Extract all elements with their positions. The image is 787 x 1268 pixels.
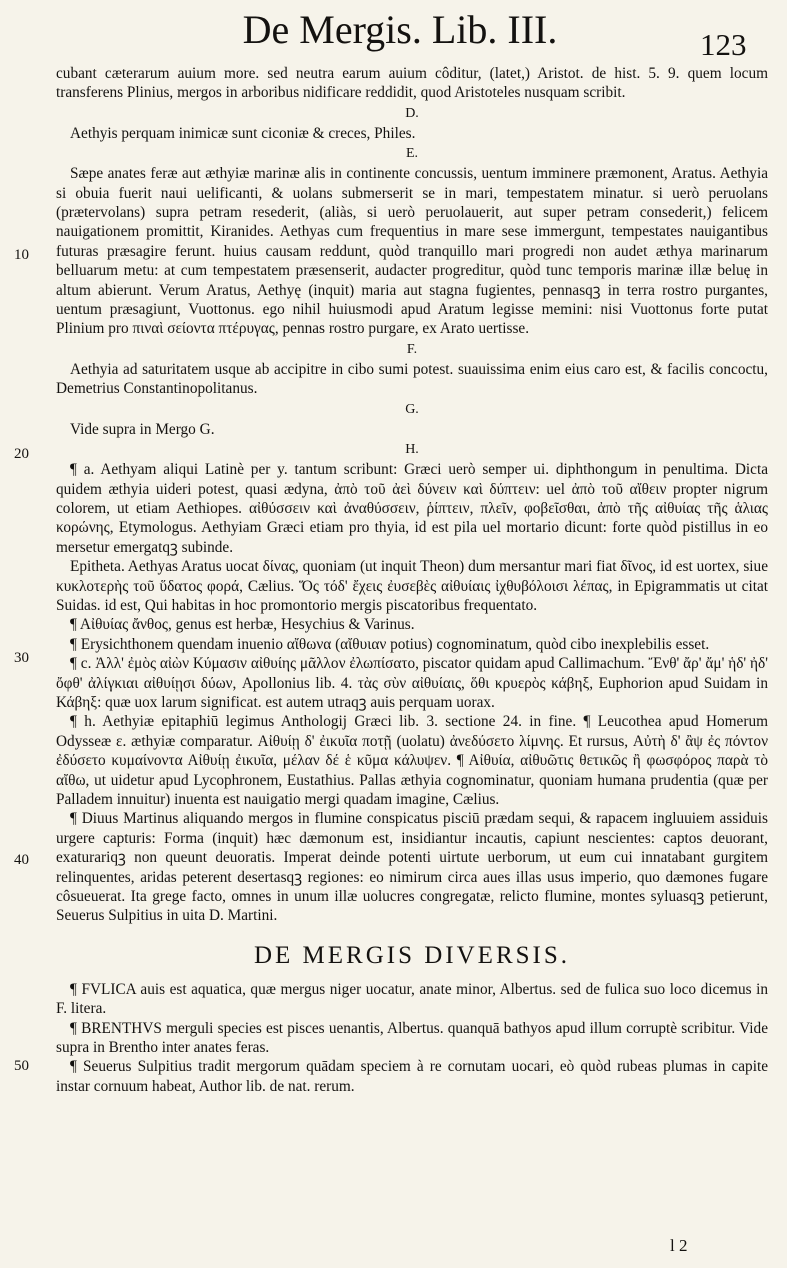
page-header xyxy=(0,0,787,72)
section-letter: D. xyxy=(405,105,419,121)
paragraph: ¶ BRENTHVS merguli species est pisces uenantis, Albertus. quanquā bathyos apud illum corruptè scribitur. Vide supra in Brentho inter anates feras. xyxy=(56,1019,768,1057)
section-letter: F. xyxy=(406,341,418,357)
paragraph: ¶ c. Ἀλλ' ἐμὸς αἰὼν Κύμασιν αἰθυίης μᾶλλον ἐλωπίσατο, piscator quidam apud Callimachum. Ἔνθ' ἄρ' ἄμ' ἡδ' ἠδ' ὄφθ' ἀλίγκιαι αἰθυίῃσι δύων, Apollonius lib. 4. τὰς σὺν αἰθυίαις, ὅθι κρυερὸς κάβηξ, Euphorion apud Suidam in Κάβηξ: quæ uox larum significat. est autem utraqꝫ auis perquam uorax. xyxy=(56,655,768,711)
paragraph: ¶ FVLICA auis est aquatica, quæ mergus niger uocatur, anate minor, Albertus. sed de fulica suo loco dicemus in F. litera. xyxy=(56,980,768,1018)
margin-line-number: 20 xyxy=(14,446,29,462)
margin-line-number: 50 xyxy=(14,1058,29,1074)
page-number: 123 xyxy=(700,27,747,62)
paragraph: Sæpe anates feræ aut æthyiæ marinæ alis in continente concussis, uentum imminere præmonent, Aratus. Aethyia si obuia fuerit naui uelificanti, & uolans submerserit se in mari, tempestatem minatur. si uerò peruolans (prætervolans) supra petram resederit, (aliàs, si uerò peruolauerit, aut super petram consederit,) felicem nauigationem promittit, Kiranides. Aethyas cum frequentius in mare sese immergunt, tempestates nauigantibus futuras præsagire ferunt. huius causam reddunt, quòd tranquillo mari progredi non audet æthya marinarum belluarum metu: at cum tempestatem præsenserit, audacter progreditur, quòd tunc temporis marinæ illæ beluę in altum abierunt. Verum Aratus, Aethyę (inquit) maria aut stagna fugientes, pennasqꝫ in terra rostro purgantes, uentum præsagiunt, Vuottonus. ego nihil huiusmodi apud Aratum legisse memini: nisi Vuottonus forte putat Plinium pro πιναὶ σείοντα πτέρυγας, pennas rostro purgare, ex Arato uertisse. xyxy=(56,165,768,338)
signature-mark: l 2 xyxy=(670,1236,688,1255)
paragraph: Epitheta. Aethyas Aratus uocat δίνας, quoniam (ut inquit Theon) dum mersantur mari fiat δῖνος, id est uortex, siue κυκλοτερὴς τοῦ ὕδατος φορά, Cælius. Ὅς τόδ' ἔχεις ἐυσεβὲς αἰθυίαις ἰχθυβόλοισι λέπας, in Epigrammatis ut citat Suidas. id est, Qui habitas in hoc promontorio mergis piscatoribus frequentato. xyxy=(56,558,768,614)
paragraph: ¶ Seuerus Sulpitius tradit mergorum quādam speciem à re cornutam uocari, eò quòd rubeas plumas in capite instar cornuum habeat, Author lib. de nat. rerum. xyxy=(56,1058,768,1095)
section-letter: H. xyxy=(405,442,419,458)
margin-line-number: 40 xyxy=(14,852,29,868)
paragraph: ¶ Erysichthonem quendam inuenio αἴθωνα (αἴθυιαν potius) cognominatum, quòd cibo inexplebilis esset. xyxy=(70,635,710,653)
paragraph: cubant cæterarum auium more. sed neutra earum auium côditur, (latet,) Aristot. de hist. 5. 9. quem locum transferens Plinius, mergos in arboribus nidificare reddidit, quod Aristoteles nusquam scribit. xyxy=(56,65,768,102)
margin-line-number: 30 xyxy=(14,650,29,666)
section-heading: DE MERGIS DIVERSIS. xyxy=(253,941,571,969)
paragraph: ¶ Αἰθυίας ἄνθος, genus est herbæ, Hesychius & Varinus. xyxy=(70,616,415,634)
section-letter: G. xyxy=(405,401,419,417)
paragraph: Aethyia ad saturitatem usque ab accipitre in cibo sumi potest. suauissima enim eius caro est, & facilis concoctu, Demetrius Constantinopolitanus. xyxy=(56,360,768,398)
running-title: De Mergis. Lib. III. xyxy=(242,7,558,52)
paragraph: Vide supra in Mergo G. xyxy=(70,420,215,438)
margin-line-number: 10 xyxy=(14,247,29,263)
paragraph: ¶ Diuus Martinus aliquando mergos in flumine conspicatus pisciū prædam sequi, & rapacem ingluuiem assiduis urgere capturis: Forma (inquit) hæc dæmonum est, insidiantur incautis, capiunt nescientes: captos deuorant, exaturariqꝫ non queunt deuoratis. Imperat deinde potenti uirtute uerborum, ut eum cui innatabant gurgitem relinquentes, aridas peterent desertasqꝫ regiones: eo nimirum circa aues illas usus imperio, quo dæmones fugare côsueuerat. Ita grege facto, omnes in unum illæ uolucres congregatæ, relicto flumine, montes syluasqꝫ petierunt, Seuerus Sulpitius in uita D. Martini. xyxy=(56,810,768,925)
paragraph: ¶ a. Aethyam aliqui Latinè per y. tantum scribunt: Græci uerò semper ui. diphthongum in penultima. Dicta quidem æthyia uideri potest, quasi ædyna, ἀπὸ τοῦ ἀεὶ δύνειν καὶ δύπτειν: uel ἀπὸ τοῦ αἴθειν propter nigrum colorem, ut etiam Aethiopes. αἰθύσσειν καὶ ἀναθύσσειν, ῥίπτειν, πλεῖν, φοβεῖσθαι, ἀπὸ τῆς αἰθυίας τῆς ἁλιας κορώνης, Etymologus. Aethyiam Græci etiam pro thyia, id est pila uel mortario dicunt: forte quòd pistillus in eo mersetur emergatqꝫ subinde. xyxy=(56,461,768,556)
body-text xyxy=(56,64,768,1096)
paragraph: ¶ h. Aethyiæ epitaphiū legimus Anthologij Græci lib. 3. sectione 24. in fine. ¶ Leucothea apud Homerum Odysseæ ε. æthyiæ comparatur. Αἰθυίῃ δ' ἐικυῖα ποτῇ (uolatu) ἀνεδύσετο λίμνης. Et rursus, Αὐτὴ δ' ἂψ ἐς πόντον ἐδύσετο κυμαίνοντα Αἰθυίῃ ἐικυῖα, μέλαν δέ ἑ κῦμα κάλυψεν. ¶ Αἰθυία, αἰθυῶτις θετικῶς ἢ φωσφόρος παρὰ τὸ αἴθω, ut uidetur apud Lycophronem, Eustathius. Pallas æthyia cognominatur, quoniam humana prudentia (quæ per Palladem innuitur) inuenta est nauigatio mergi quadam imagine, Cælius. xyxy=(56,713,768,808)
section-letter: E. xyxy=(405,146,419,162)
paragraph: Aethyis perquam inimicæ sunt ciconiæ & creces, Philes. xyxy=(70,124,416,142)
